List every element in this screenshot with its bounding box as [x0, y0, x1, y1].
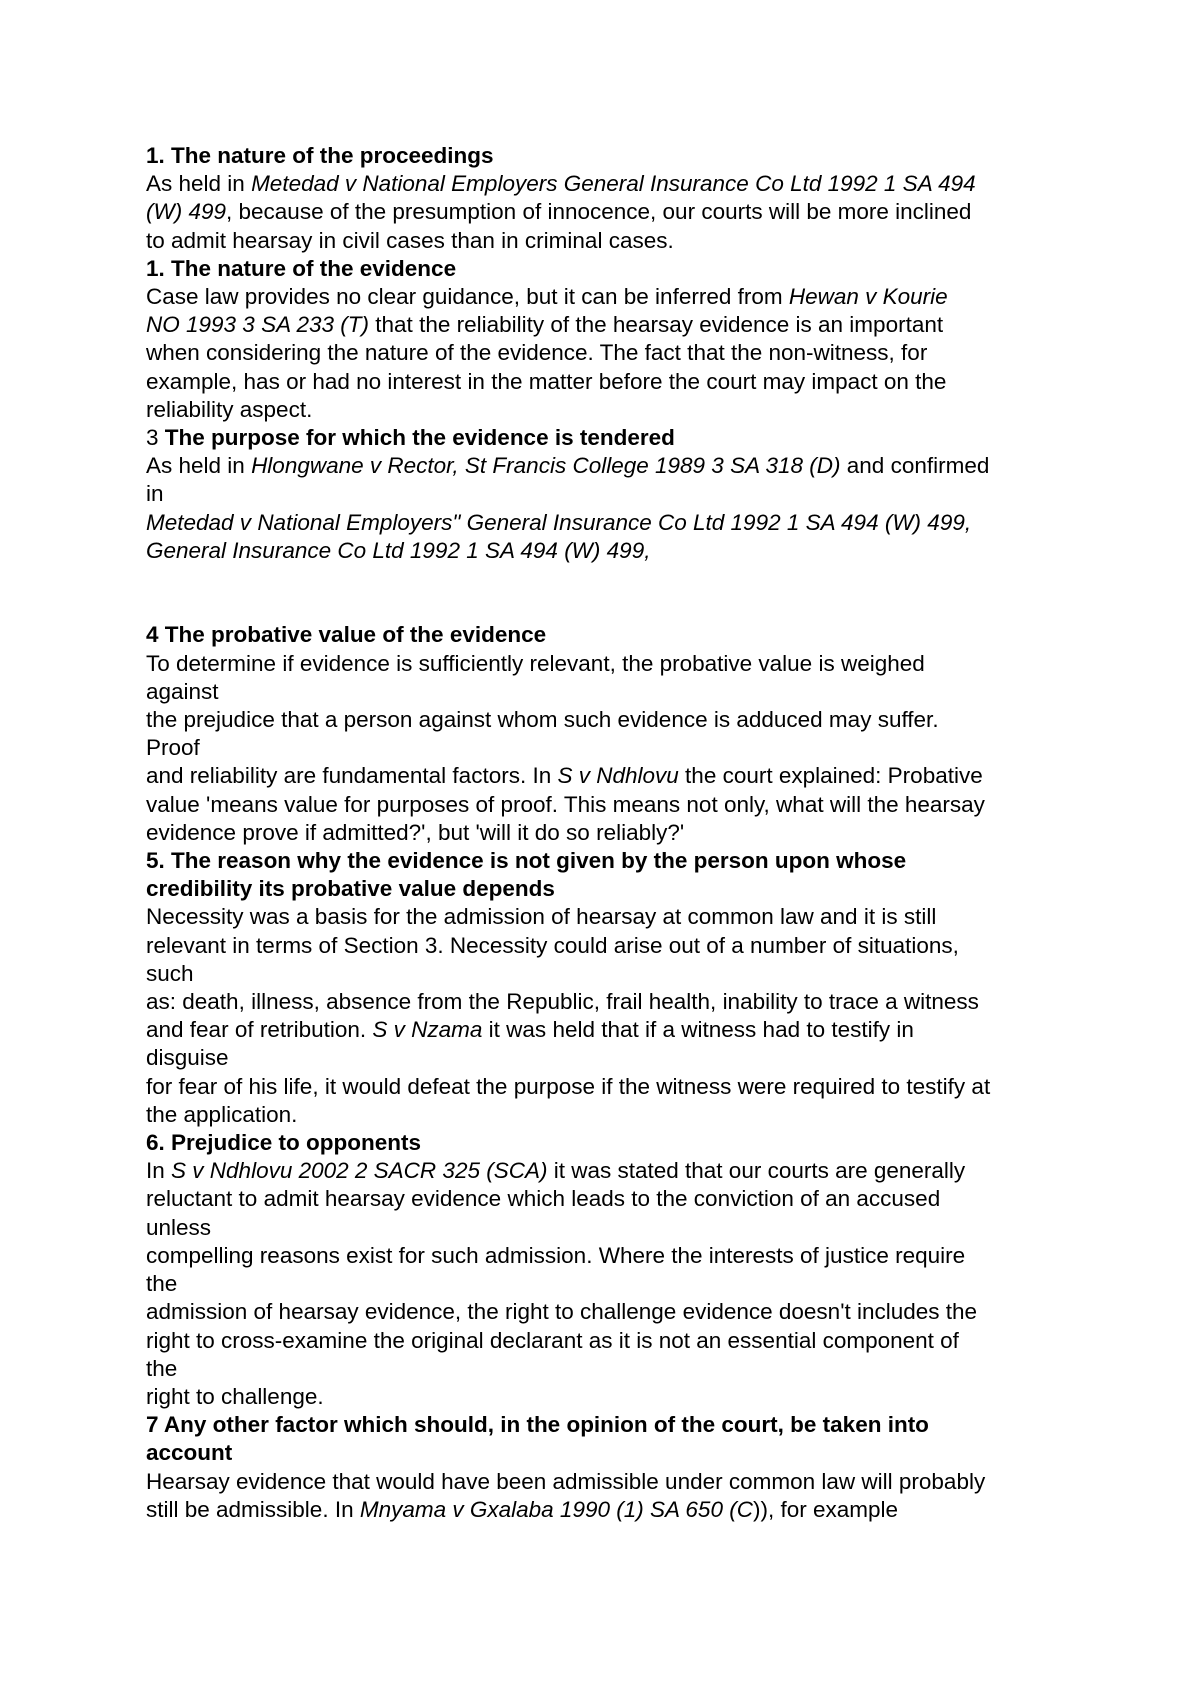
section-body: [146, 452, 1086, 565]
text-run: as: death, illness, absence from the Republic, frail health, inability to trace a witness: [146, 989, 979, 1015]
text-line: [146, 1327, 1086, 1355]
case-citation: Hewan v Kourie: [788, 284, 948, 310]
case-citation: General Insurance Co Ltd 1992 1 SA 494 (W) 499,: [146, 537, 651, 563]
text-run: in: [146, 481, 164, 507]
section-heading-line: credibility its probative value depends: [146, 876, 555, 902]
text-line: [146, 819, 1086, 847]
text-line: [146, 198, 1086, 226]
text-run: compelling reasons exist for such admission. Where the interests of justice require: [146, 1242, 966, 1268]
text-run: for fear of his life, it would defeat the purpose if the witness were required to testify at: [146, 1073, 991, 1099]
section-body: [146, 170, 1086, 255]
text-run: the prejudice that a person against whom such evidence is adduced may suffer.: [146, 707, 939, 733]
text-line: [146, 1214, 1086, 1242]
text-run: reliability aspect.: [146, 396, 313, 422]
blank-line: [146, 593, 1086, 621]
text-line: [146, 396, 1086, 424]
section-nature-of-evidence: [146, 255, 1086, 424]
text-run: the: [146, 1355, 178, 1381]
text-line: [146, 1185, 1086, 1213]
text-run: , because of the presumption of innocence, our courts will be more inclined: [226, 199, 972, 225]
section-heading-line: 7 Any other factor which should, in the opinion of the court, be taken into: [146, 1412, 929, 1438]
case-citation: Metedad v National Employers" General Insurance Co Ltd 1992 1 SA 494 (W) 499,: [146, 509, 972, 535]
text-run: Hearsay evidence that would have been admissible under common law will probably: [146, 1468, 986, 1494]
text-run: and reliability are fundamental factors. In: [146, 763, 558, 789]
section-body: [146, 1468, 1086, 1524]
text-run: such: [146, 960, 194, 986]
text-line: [146, 283, 1086, 311]
text-run: the application.: [146, 1101, 298, 1127]
text-run: In: [146, 1158, 172, 1184]
text-run: Case law provides no clear guidance, but it can be inferred from: [146, 284, 789, 310]
text-run: when considering the nature of the evidence. The fact that the non-witness, for: [146, 340, 928, 366]
text-line: [146, 1496, 1086, 1524]
document-page: [146, 142, 1086, 1524]
text-line: [146, 1101, 1086, 1129]
case-citation: S v Ndhlovu 2002 2 SACR 325 (SCA): [171, 1158, 548, 1184]
text-run: still be admissible. In: [146, 1496, 360, 1522]
text-line: [146, 1242, 1086, 1270]
text-run: example, has or had no interest in the matter before the court may impact on the: [146, 368, 947, 394]
text-run: the court explained: Probative: [678, 763, 983, 789]
text-line: [146, 650, 1086, 678]
text-run: the: [146, 1271, 178, 1297]
text-line: [146, 1355, 1086, 1383]
section-body: [146, 903, 1086, 1129]
case-citation: S v Nzama: [372, 1017, 483, 1043]
section-purpose-tendered: [146, 424, 1086, 565]
text-line: [146, 368, 1086, 396]
text-run: disguise: [146, 1045, 229, 1071]
case-citation: Mnyama v Gxalaba 1990 (1) SA 650 (C: [359, 1496, 753, 1522]
text-line: [146, 1044, 1086, 1072]
text-line: [146, 1016, 1086, 1044]
text-line: [146, 734, 1086, 762]
text-line: [146, 903, 1086, 931]
text-line: [146, 678, 1086, 706]
case-citation: Hlongwane v Rector, St Francis College 1989 3 SA 318 (D): [251, 453, 841, 479]
text-line: [146, 706, 1086, 734]
section-reason-not-given: [146, 847, 1086, 1129]
section-heading: 6. Prejudice to opponents: [146, 1130, 422, 1156]
case-citation: Metedad v National Employers General Insurance Co Ltd 1992 1 SA 494: [251, 171, 976, 197]
section-prejudice-to-opponents: [146, 1129, 1086, 1411]
text-run: admission of hearsay evidence, the right to challenge evidence doesn't includes the: [146, 1299, 978, 1325]
text-run: right to cross-examine the original declarant as it is not an essential component of: [146, 1327, 959, 1353]
section-heading-text: The purpose for which the evidence is tendered: [164, 425, 675, 451]
text-line: [146, 762, 1086, 790]
section-nature-of-proceedings: [146, 142, 1086, 255]
section-body: [146, 283, 1086, 424]
text-run: and fear of retribution.: [146, 1017, 373, 1043]
section-body: [146, 650, 1086, 847]
text-line: [146, 452, 1086, 480]
text-line: [146, 1073, 1086, 1101]
text-line: [146, 227, 1086, 255]
text-run: reluctant to admit hearsay evidence which leads to the conviction of an accused: [146, 1186, 941, 1212]
text-line: [146, 1298, 1086, 1326]
text-line: [146, 1468, 1086, 1496]
text-run: unless: [146, 1214, 212, 1240]
text-run: To determine if evidence is sufficiently relevant, the probative value is weighed: [146, 650, 925, 676]
text-run: As held in: [146, 171, 252, 197]
section-body: [146, 1157, 1086, 1411]
section-heading: 1. The nature of the proceedings: [146, 143, 494, 168]
text-line: [146, 170, 1086, 198]
section-heading: [146, 424, 1086, 452]
text-line: [146, 339, 1086, 367]
text-line: [146, 1270, 1086, 1298]
text-run: that the reliability of the hearsay evidence is an important: [369, 312, 944, 338]
text-line: [146, 480, 1086, 508]
text-run: )), for example: [752, 1496, 898, 1522]
section-heading: 1. The nature of the evidence: [146, 255, 457, 281]
section-other-factors: [146, 1411, 1086, 1524]
case-citation: (W) 499: [146, 199, 227, 225]
section-number: 3: [146, 425, 165, 451]
section-probative-value: [146, 621, 1086, 847]
case-citation: NO 1993 3 SA 233 (T): [146, 312, 370, 338]
text-run: against: [146, 678, 219, 704]
text-run: As held in: [146, 453, 252, 479]
text-run: Proof: [146, 735, 200, 761]
case-citation: S v Ndhlovu: [557, 763, 679, 789]
section-heading: 4 The probative value of the evidence: [146, 622, 547, 648]
section-heading-line: 5. The reason why the evidence is not given by the person upon whose: [146, 848, 907, 874]
text-line: [146, 509, 1086, 537]
blank-line: [146, 565, 1086, 593]
text-run: value 'means value for purposes of proof. This means not only, what will the hearsay: [146, 791, 985, 817]
section-heading-line: account: [146, 1440, 233, 1466]
text-run: it was stated that our courts are generally: [547, 1158, 966, 1184]
text-line: [146, 1383, 1086, 1411]
text-run: relevant in terms of Section 3. Necessity could arise out of a number of situations,: [146, 932, 959, 958]
text-line: [146, 988, 1086, 1016]
text-line: [146, 791, 1086, 819]
text-line: [146, 1157, 1086, 1185]
text-run: to admit hearsay in civil cases than in criminal cases.: [146, 227, 674, 253]
text-line: [146, 960, 1086, 988]
text-line: [146, 537, 1086, 565]
text-run: right to challenge.: [146, 1383, 324, 1409]
text-line: [146, 932, 1086, 960]
text-run: it was held that if a witness had to testify in: [482, 1017, 914, 1043]
text-line: [146, 311, 1086, 339]
text-run: Necessity was a basis for the admission of hearsay at common law and it is still: [146, 904, 937, 930]
text-run: evidence prove if admitted?', but 'will it do so reliably?': [146, 819, 685, 845]
text-run: and confirmed: [840, 453, 990, 479]
